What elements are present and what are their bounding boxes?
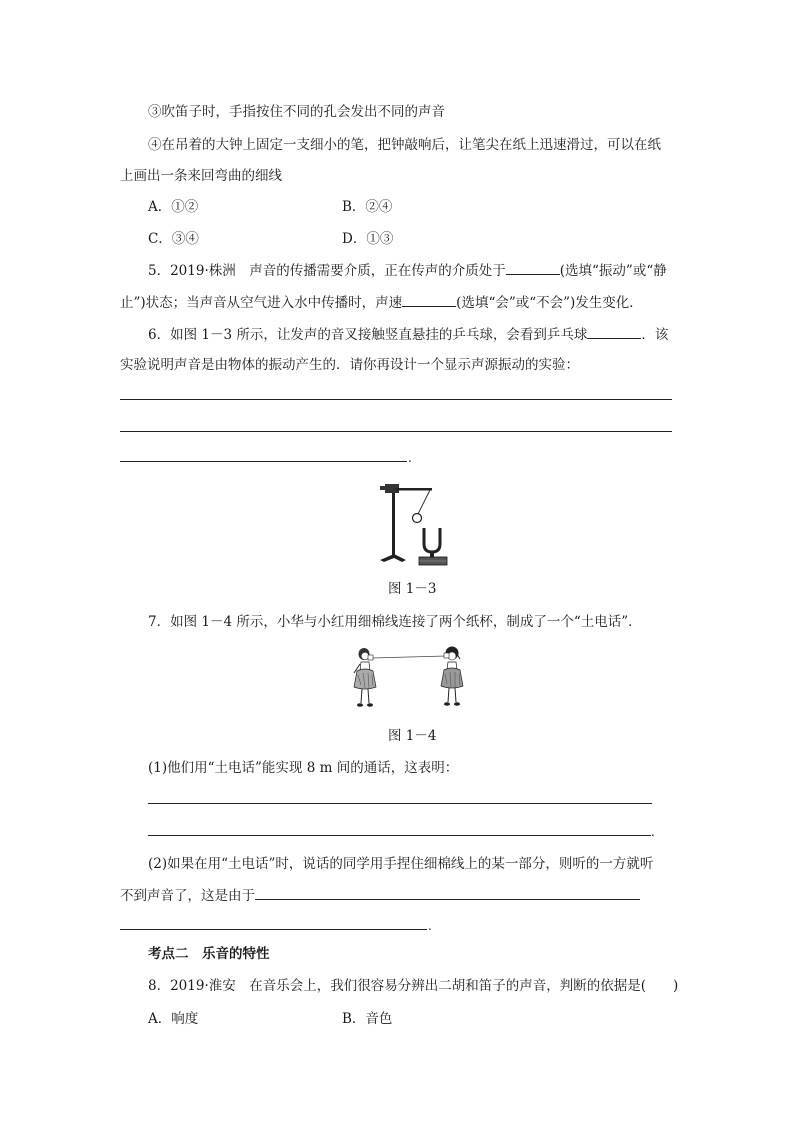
q6-line2: 实验说明声音是由物体的振动产生的．请你再设计一个显示声源振动的实验： bbox=[120, 357, 579, 373]
q4-item-3: ③吹笛子时，手指按住不同的孔会发出不同的声音 bbox=[148, 104, 445, 120]
q4-option-c: C．③④ bbox=[148, 231, 199, 247]
q4-option-a: A．①② bbox=[148, 199, 199, 215]
q6-answer-line-3[interactable] bbox=[120, 461, 407, 462]
q7-sub1-end-mark: . bbox=[651, 825, 655, 839]
q6-text-b: ．该 bbox=[641, 327, 669, 343]
q5-text-d: (选填“会”或“不会”)发生变化． bbox=[456, 295, 643, 311]
q5-text-a: 5．2019·株洲 声音的传播需要介质，正在传声的介质处于 bbox=[148, 263, 506, 279]
left-girl-icon bbox=[354, 648, 376, 707]
q7-stem: 7．如图 1－4 所示，小华与小红用细棉线连接了两个纸杯，制成了一个“土电话”． bbox=[148, 614, 642, 630]
q7-sub2-line2 bbox=[120, 886, 640, 905]
q5-line1 bbox=[148, 261, 667, 280]
figure-1-4-caption: 图 1－4 bbox=[388, 728, 437, 744]
q7-sub2-line1: (2)如果在用“土电话”时，说话的同学用手捏住细棉线上的某一部分，则听的一方就听 bbox=[148, 856, 654, 872]
figure-1-3-caption: 图 1－3 bbox=[388, 581, 437, 597]
right-girl-icon bbox=[441, 647, 463, 706]
q7-sub2-blank[interactable] bbox=[255, 886, 640, 900]
q7-sub2-end-mark: . bbox=[428, 919, 432, 933]
q8-option-b: B．音色 bbox=[342, 1011, 393, 1027]
q6-text-a: 6．如图 1－3 所示，让发声的音叉接触竖直悬挂的乒乓球，会看到乒乓球 bbox=[148, 327, 588, 343]
q5-blank-2[interactable] bbox=[402, 293, 456, 307]
q8-stem: 8．2019·淮安 在音乐会上，我们很容易分辨出二胡和笛子的声音，判断的依据是( ) bbox=[148, 978, 679, 994]
q6-answer-line-2[interactable] bbox=[120, 431, 672, 432]
q5-text-b: (选填“振动”或“静 bbox=[559, 263, 667, 279]
q7-sub2-text: 不到声音了，这是由于 bbox=[120, 888, 255, 904]
section-heading: 考点二 乐音的特性 bbox=[148, 946, 270, 962]
q7-sub1-answer-line-2[interactable] bbox=[148, 835, 651, 836]
q4-option-b: B．②④ bbox=[342, 199, 393, 215]
q8-option-a: A．响度 bbox=[148, 1011, 199, 1027]
q6-blank[interactable] bbox=[587, 325, 641, 339]
tuning-fork-figure bbox=[372, 478, 452, 568]
q4-option-d: D．①③ bbox=[342, 231, 394, 247]
q7-sub2-answer-line[interactable] bbox=[120, 929, 427, 930]
q7-sub1: (1)他们用“土电话”能实现 8 m 间的通话，这表明： bbox=[148, 760, 459, 776]
q5-line2 bbox=[120, 293, 643, 312]
string-phone-figure bbox=[348, 645, 476, 711]
q4-item-4-line2: 上画出一条来回弯曲的细线 bbox=[120, 168, 282, 184]
q5-blank-1[interactable] bbox=[506, 261, 560, 275]
q6-line1 bbox=[148, 325, 668, 344]
q7-sub1-answer-line-1[interactable] bbox=[148, 803, 652, 804]
q6-end-mark: . bbox=[408, 451, 412, 465]
q5-text-c: 止”)状态；当声音从空气进入水中传播时，声速 bbox=[120, 295, 403, 311]
q4-item-4-line1: ④在吊着的大钟上固定一支细小的笔，把钟敲响后，让笔尖在纸上迅速滑过，可以在纸 bbox=[148, 137, 661, 153]
q6-answer-line-1[interactable] bbox=[120, 399, 672, 400]
